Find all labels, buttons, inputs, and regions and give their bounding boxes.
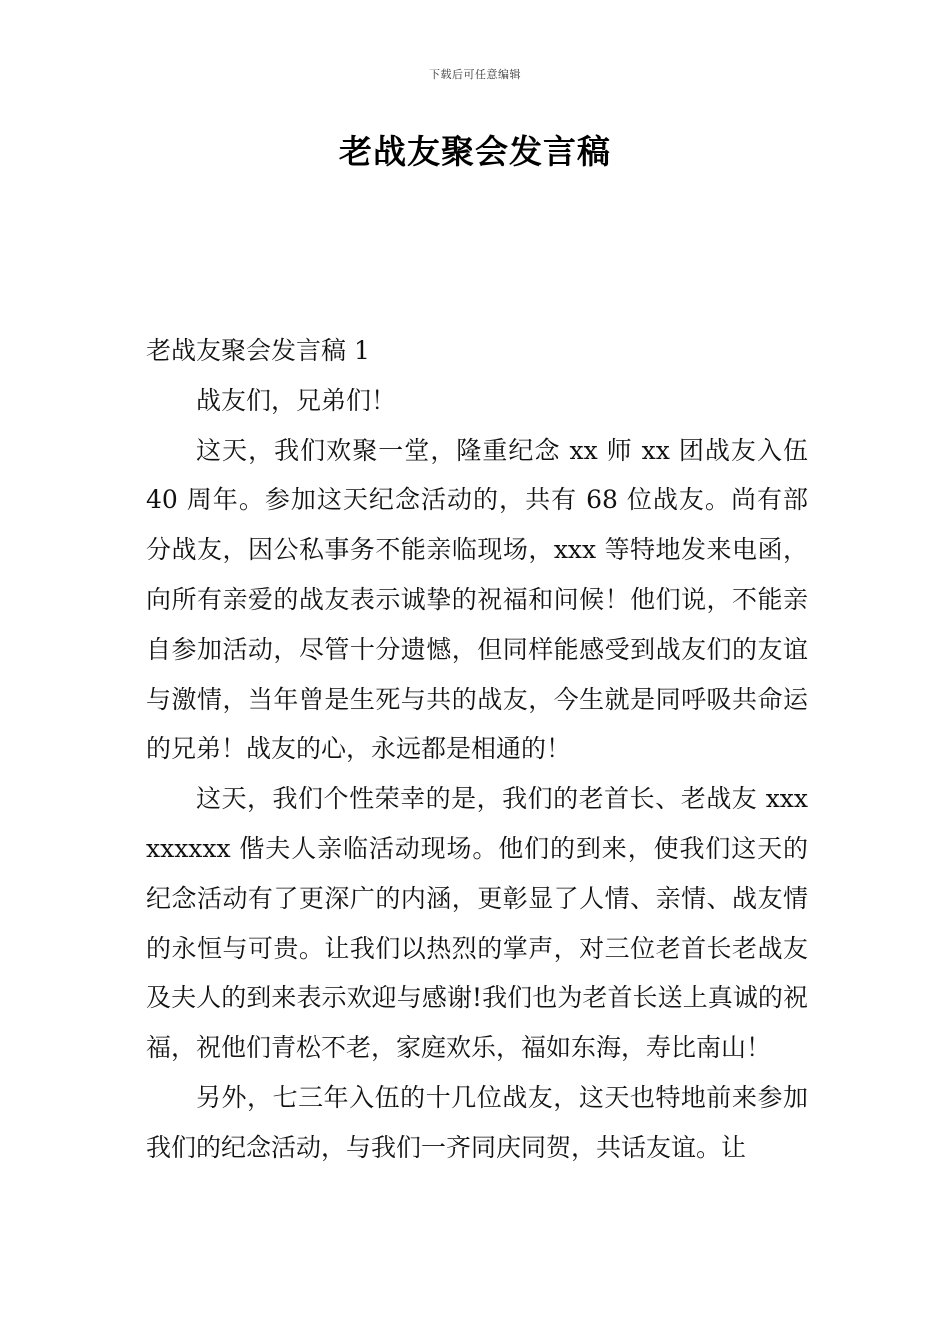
section-heading: 老战友聚会发言稿 1 <box>146 336 370 365</box>
document-title: 老战友聚会发言稿 <box>339 132 611 171</box>
body-paragraph-1: 这天，我们欢聚一堂，隆重纪念 xx 师 xx 团战友入伍 40 周年。参加这天纪念活动的，共有 68 位战友。尚有部分战友，因公私事务不能亲临现场，xxx 等特地发来电函，向所有亲爱的战友表示诚挚的祝福和问候！他们说，不能亲自参加活动，尽管十分遗憾，但同样能感受到战友们的友谊与激情，当年曾是生死与共的战友，今生就是同呼吸共命运的兄弟！战友的心，永远都是相通的！ <box>146 435 808 764</box>
document-body <box>146 326 808 1173</box>
greeting-paragraph: 战友们，兄弟们！ <box>196 385 397 415</box>
body-paragraph-2: 这天，我们个性荣幸的是，我们的老首长、老战友 xxxxxxxxx 偕夫人亲临活动现场。他们的到来，使我们这天的纪念活动有了更深广的内涵，更彰显了人情、亲情、战友情的永恒与可贵。让我们以热烈的掌声，对三位老首长老战友及夫人的到来表示欢迎与感谢!我们也为老首长送上真诚的祝福，祝他们青松不老，家庭欢乐，福如东海，寿比南山！ <box>146 784 808 1063</box>
header-note: 下载后可任意编辑 <box>429 68 521 81</box>
body-paragraph-3: 另外，七三年入伍的十几位战友，这天也特地前来参加我们的纪念活动，与我们一齐同庆同贺，共话友谊。让 <box>146 1082 808 1162</box>
